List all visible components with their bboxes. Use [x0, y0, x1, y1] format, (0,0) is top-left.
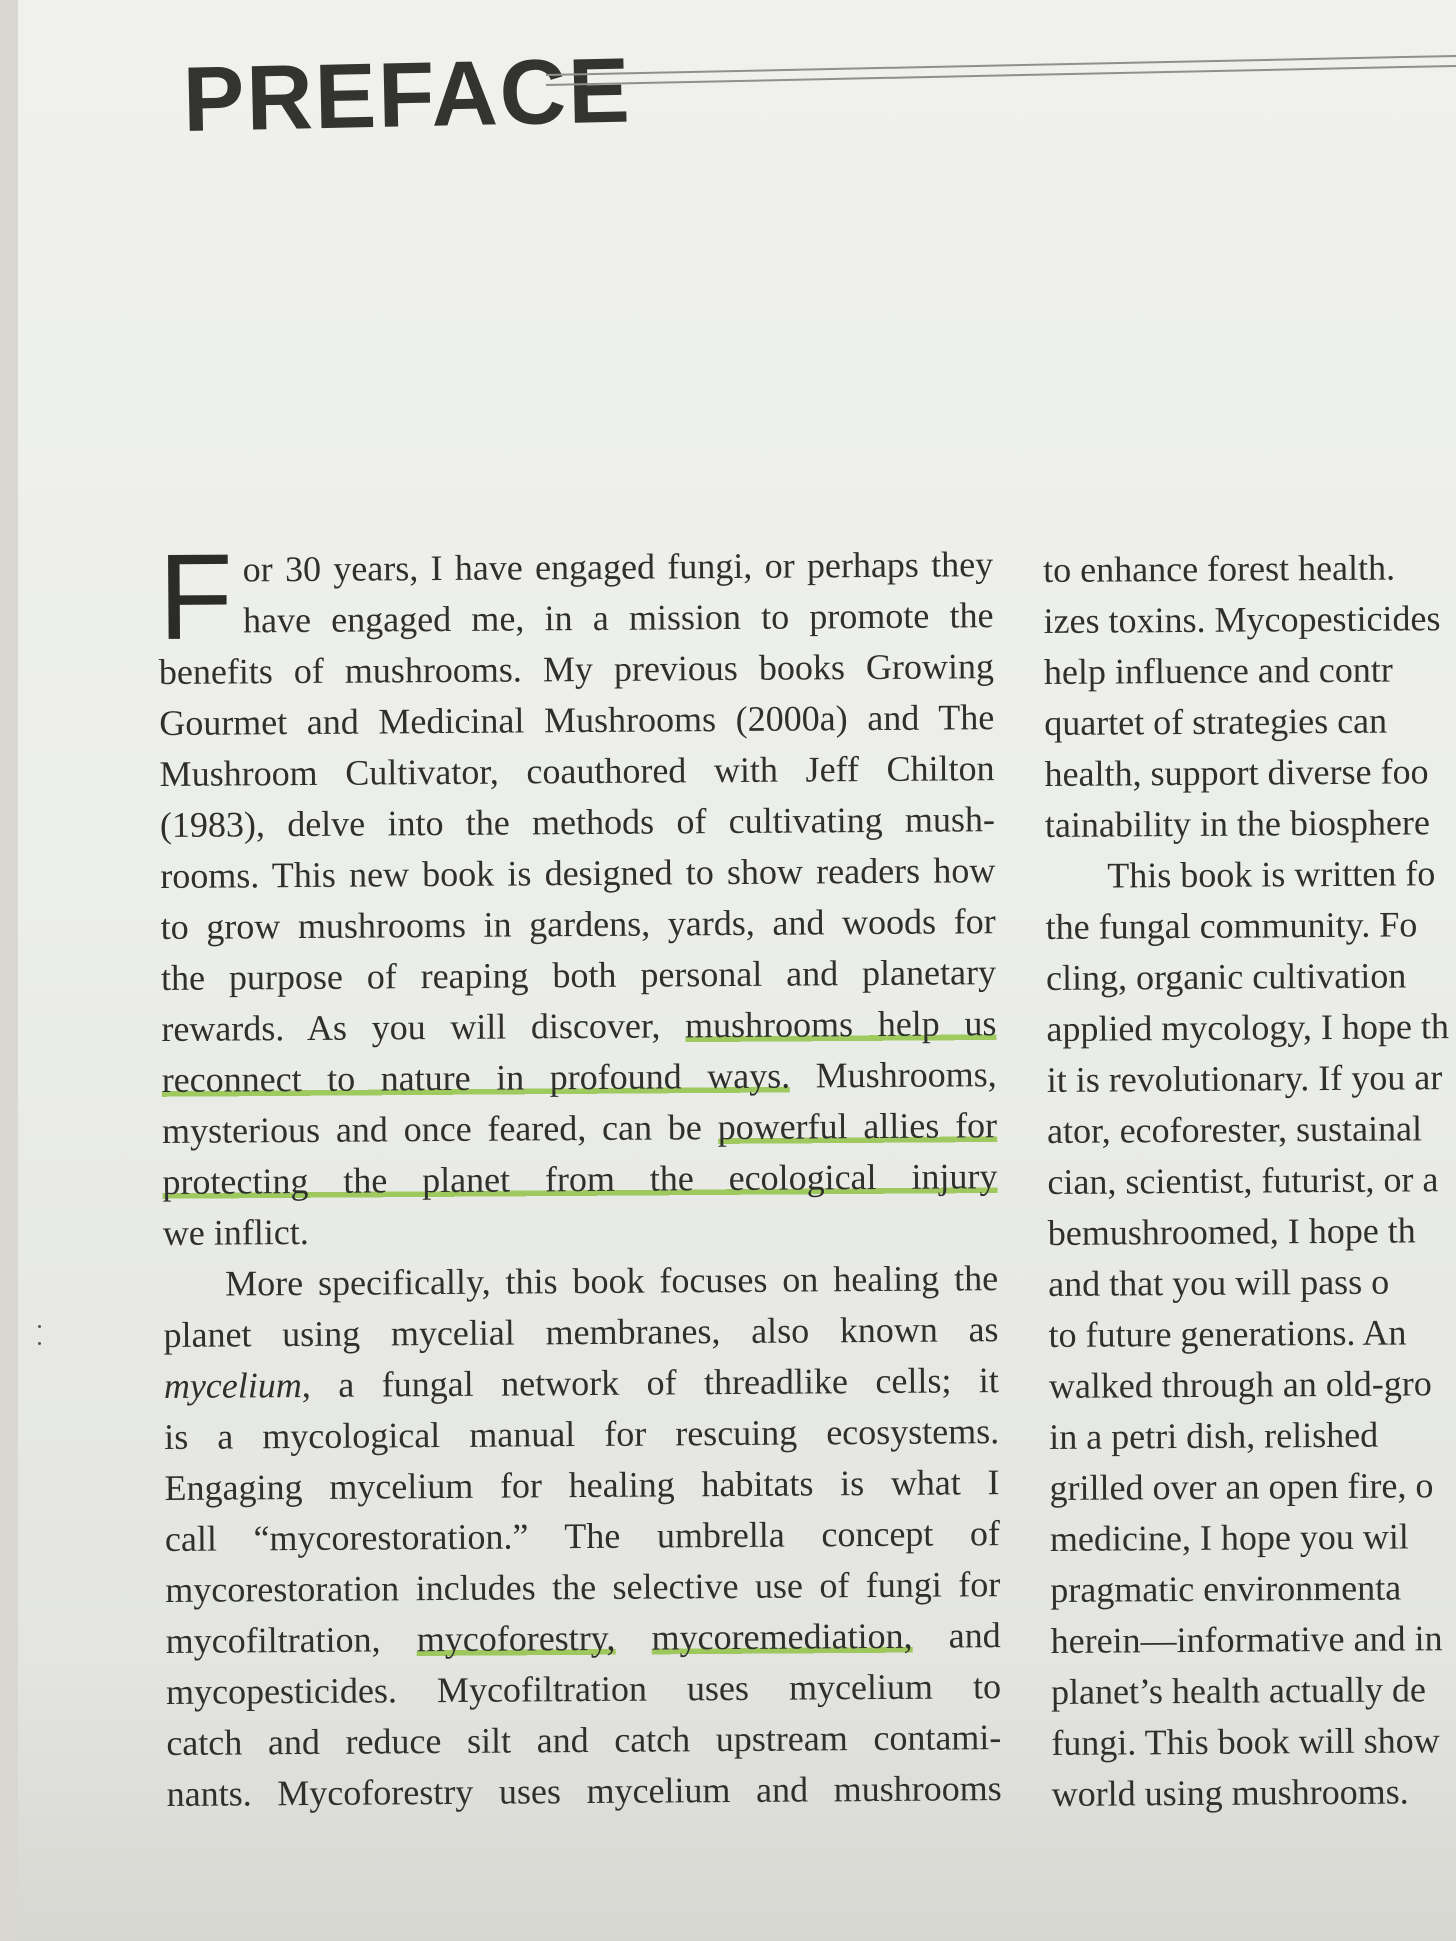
text-line: in a petri dish, relished: [1049, 1414, 1379, 1457]
text-line: cling, organic cultivation: [1045, 955, 1407, 998]
text-line: fungi. This book will show: [1051, 1720, 1440, 1763]
highlighted-text: mushrooms help us: [684, 1003, 997, 1046]
text-line: Engaging mycelium for healing habitats is what I: [164, 1462, 1000, 1508]
text-line: is a mycological manual for rescuing ecosystems.: [164, 1411, 1000, 1457]
highlighted-text: mycoforestry,: [416, 1617, 616, 1660]
text-line: health, support diverse foo: [1044, 751, 1429, 794]
text-line: cian, scientist, futurist, or a: [1047, 1159, 1439, 1202]
text-line: to enhance forest health.: [1043, 547, 1396, 590]
text-line: and that you will pass o: [1048, 1261, 1390, 1304]
chapter-heading: PREFACE: [181, 39, 633, 151]
text-line: it is revolutionary. If you ar: [1046, 1057, 1443, 1100]
text-line: to future generations. An: [1048, 1312, 1407, 1355]
text-line: medicine, I hope you wil: [1049, 1516, 1409, 1559]
text-line: bemushroomed, I hope th: [1047, 1210, 1416, 1253]
book-page: [18, 0, 1456, 1941]
text-line: herein—informative and in: [1050, 1618, 1443, 1661]
text-line: This book is written fo: [1107, 853, 1436, 896]
text-line: help influence and contr: [1043, 649, 1393, 692]
text-line: ator, ecoforester, sustainal: [1046, 1108, 1423, 1151]
text-line: rewards. As you will discover, mushrooms help us: [161, 1003, 997, 1049]
text-line: nants. Mycoforestry uses mycelium and mushrooms: [166, 1768, 1002, 1814]
text-column-left: [157, 528, 1002, 1820]
text-line: or 30 years, I have engaged fungi, or perhaps they: [242, 544, 994, 590]
text-line: Mushroom Cultivator, coauthored with Jeff Chilton: [159, 748, 995, 794]
highlighted-text: reconnect to nature in profound ways.: [161, 1055, 791, 1100]
text-line: benefits of mushrooms. My previous books Growing: [158, 646, 995, 692]
text-line: applied mycology, I hope th: [1046, 1006, 1450, 1049]
text-line: quartet of strategies can: [1044, 700, 1388, 743]
text-column-right: [1043, 542, 1456, 1820]
text-line: mycofiltration, mycoforestry, mycoremediation, and: [165, 1615, 1001, 1661]
text-line: mycopesticides. Mycofiltration uses mycelium to: [165, 1666, 1002, 1712]
text-line: planet using mycelial membranes, also known as: [163, 1309, 999, 1355]
text-line: the fungal community. Fo: [1045, 904, 1418, 947]
text-line: [162, 1151, 997, 1208]
drop-cap: F: [157, 528, 234, 665]
text-line: More specifically, this book focuses on healing the: [225, 1258, 999, 1304]
text-line: mycelium, a fungal network of threadlike cells; it: [163, 1360, 999, 1406]
highlighted-text: protecting the planet from the ecological injury: [162, 1156, 998, 1202]
text-line: have engaged me, in a mission to promote the: [242, 595, 994, 641]
text-line: planet’s health actually de: [1050, 1669, 1426, 1712]
heading-rule: [546, 65, 1456, 86]
text-line: world using mushrooms.: [1051, 1771, 1409, 1814]
text-line: Gourmet and Medicinal Mushrooms (2000a) and The: [159, 697, 995, 743]
margin-mark: [38, 1342, 41, 1345]
heading-rule: [546, 55, 1456, 76]
text-line: pragmatic environmenta: [1050, 1567, 1402, 1610]
text-line: catch and reduce silt and catch upstream contami-: [166, 1717, 1002, 1763]
text-line: walked through an old-gro: [1048, 1363, 1432, 1406]
text-line: we inflict.: [162, 1211, 309, 1253]
text-line: rooms. This new book is designed to show readers how: [160, 850, 996, 896]
text-line: mycorestoration includes the selective use of fungi for: [165, 1564, 1001, 1610]
margin-mark: [38, 1325, 41, 1328]
text-line: reconnect to nature in profound ways. Mushrooms,: [161, 1054, 997, 1100]
text-line: izes toxins. Mycopesticides: [1043, 598, 1441, 641]
text-line: (1983), delve into the methods of cultivating mush-: [159, 799, 996, 845]
text-line: grilled over an open fire, o: [1049, 1465, 1434, 1508]
highlighted-text: powerful allies for: [717, 1105, 998, 1148]
text-line: mysterious and once feared, can be powerful allies for: [161, 1105, 998, 1151]
text-line: the purpose of reaping both personal and planetary: [160, 952, 997, 998]
highlighted-text: mycoremediation,: [651, 1615, 913, 1658]
text-line: call “mycorestoration.” The umbrella concept of: [164, 1513, 1001, 1559]
italic-term: mycelium: [163, 1365, 302, 1406]
text-line: tainability in the biosphere: [1044, 802, 1431, 845]
text-line: to grow mushrooms in gardens, yards, and woods for: [160, 901, 996, 947]
